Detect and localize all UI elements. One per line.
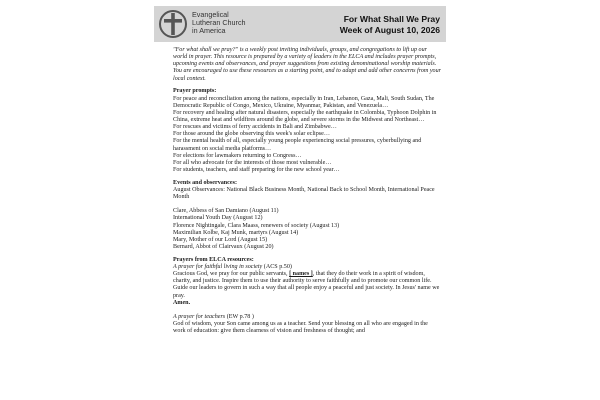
org-line-1: Evangelical	[192, 10, 229, 19]
observance-item: Bernard, Abbot of Clairvaux (August 20)	[173, 244, 274, 251]
week-label: Week of August 10, 2026	[339, 25, 440, 35]
prayer-1-title: A prayer for faithful living in society	[173, 264, 263, 270]
prayer-1-text-end: , that they do their work in a spirit of wisdom, charity, and justice. Inspire them to use their authority to serve faithfully and to promote our common life. Guide our leaders to govern in such a way that all people enjoy a peaceful and just society. In Jesus' name we pray.	[173, 271, 440, 299]
prayer-1-text-start: Gracious God, we pray for our public servants,	[173, 271, 290, 278]
observance-item: Clare, Abbess of San Damiano (August 11)	[173, 208, 279, 215]
observance-item: International Youth Day (August 12)	[173, 215, 263, 222]
prayer-2-source: (EW p.78 )	[226, 313, 254, 320]
prompt-item: For rescues and victims of ferry accidents in Bali and Zimbabwe…	[173, 124, 337, 131]
page-header	[154, 6, 446, 42]
prayer-1-text	[173, 271, 441, 300]
elca-cross-logo-icon	[158, 9, 188, 39]
prompts-heading: Prayer prompts:	[173, 88, 217, 95]
prompt-item: For the mental health of all, especially young people experiencing social pressures, cyberbullying and harassment on social media platforms…	[173, 138, 422, 152]
prompt-item: For peace and reconciliation among the nations, especially in Iran, Lebanon, Gaza, Mali, South Sudan, The Democratic Republic of Congo, Mexico, Ukraine, Myanmar, Pakistan, and Venezuela…	[173, 95, 435, 109]
title-block	[340, 14, 440, 36]
prompt-item: For elections for lawmakers returning to Congress…	[173, 152, 302, 159]
names-blank: [ names ]	[289, 271, 313, 278]
prompt-item: For students, teachers, and staff preparing for the new school year…	[173, 167, 340, 174]
prayer-1-source: (ACS p.50)	[263, 264, 292, 270]
prayer-1-amen: Amen.	[173, 299, 191, 306]
prayer-2-text: God of wisdom, your Son came among us as a teacher. Send your blessing on all who are engaged in the work of education: give them clearness of vision and freshness of thought; and	[173, 321, 428, 335]
events-text: August Observances: National Black Business Month, National Back to School Month, International Peace Month	[173, 187, 435, 201]
prompt-item: For all who advocate for the interests of those most vulnerable…	[173, 159, 332, 166]
intro-paragraph: "For what shall we pray?" is a weekly post inviting individuals, groups, and congregations to lift up our world in prayer. This resource is prepared by a variety of leaders in the ELCA and includes prayer prompts, upcoming events and observances, and prayer suggestions from existing denominational worship materials. You are encouraged to use these resources as a starting point, and to adapt and add other concerns from your local context.	[173, 47, 441, 82]
org-line-2: Lutheran Church	[192, 18, 246, 28]
document-body	[173, 47, 441, 335]
observance-item: Florence Nightingale, Clara Maass, renewers of society (August 13)	[173, 222, 340, 229]
resources-heading: Prayers from ELCA resources:	[173, 256, 254, 263]
org-name	[192, 11, 246, 36]
observance-item: Maximilian Kolbe, Kaj Munk, martyrs (August 14)	[173, 229, 299, 236]
prompt-item: For those around the globe observing this week's solar eclipse…	[173, 131, 330, 138]
prayer-2-title: A prayer for teachers	[173, 313, 226, 320]
events-heading: Events and observances:	[173, 179, 237, 186]
prompt-item: For recovery and healing after natural disasters, especially the earthquake in Colombia, Typhoon Dolphin in China, extreme heat and wildfires around the globe, and severe storms in the Midwest and Northeast…	[173, 109, 437, 123]
org-line-3: in America	[192, 26, 226, 36]
page-title: For What Shall We Pray	[343, 14, 440, 24]
observance-item: Mary, Mother of our Lord (August 15)	[173, 236, 268, 243]
